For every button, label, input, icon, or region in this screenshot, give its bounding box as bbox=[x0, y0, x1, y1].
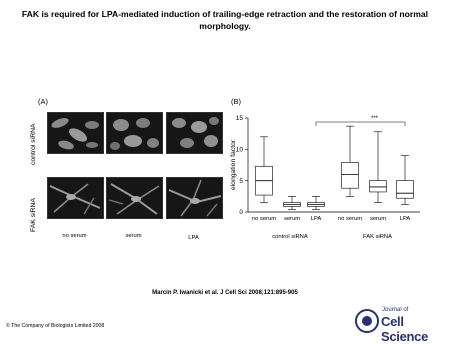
group-label: control siRNA bbox=[272, 234, 308, 240]
box-4 bbox=[370, 181, 387, 192]
panel-b-label: (B) bbox=[231, 97, 241, 106]
significance-label: *** bbox=[370, 116, 379, 122]
micrograph-fak-no-serum bbox=[47, 177, 104, 219]
category-label: serum bbox=[369, 216, 387, 222]
y-tick-label: 10 bbox=[235, 146, 243, 154]
micrograph-control-no-serum bbox=[47, 112, 104, 154]
y-tick-label: 5 bbox=[239, 177, 243, 185]
category-label: LPA bbox=[310, 216, 322, 222]
row-label-fak-sirna: FAK siRNA bbox=[30, 198, 37, 232]
boxplot-chart bbox=[228, 104, 428, 244]
box-5 bbox=[397, 181, 414, 199]
category-label: no serum bbox=[337, 216, 363, 222]
micrograph-fak-lpa bbox=[166, 177, 223, 219]
logo-big-text: Cell Science bbox=[381, 314, 429, 344]
micrograph-control-lpa bbox=[166, 112, 223, 154]
y-axis-label: elongation factor bbox=[230, 139, 237, 191]
column-label-no-serum: no serum bbox=[62, 233, 87, 239]
figure-title: FAK is required for LPA-mediated induction of trailing-edge retraction and the restoration of normal morphology. bbox=[21, 9, 429, 31]
journal-logo bbox=[354, 307, 444, 344]
micrograph-fak-serum bbox=[106, 177, 163, 219]
citation: Marcin P. Iwanicki et al. J Cell Sci 2008;121:895-905 bbox=[152, 290, 298, 296]
category-label: no serum bbox=[251, 216, 277, 222]
panel-a-label: (A) bbox=[38, 97, 48, 106]
y-tick-label: 0 bbox=[239, 209, 243, 217]
category-label: serum bbox=[283, 216, 301, 222]
group-label: FAK siRNA bbox=[363, 234, 392, 240]
row-label-control-sirna: control siRNA bbox=[30, 123, 37, 165]
y-tick-label: 15 bbox=[235, 115, 243, 123]
category-label: LPA bbox=[399, 216, 411, 222]
column-label-serum: serum bbox=[125, 233, 142, 239]
micrograph-control-serum bbox=[106, 112, 163, 154]
significance-bracket bbox=[316, 122, 405, 126]
column-label-lpa: LPA bbox=[188, 235, 199, 241]
logo-mark-icon bbox=[354, 308, 380, 334]
box-3 bbox=[342, 162, 359, 188]
copyright: © The Company of Biologists Limited 2008 bbox=[6, 323, 105, 329]
logo-small-text: Journal of bbox=[382, 307, 409, 313]
